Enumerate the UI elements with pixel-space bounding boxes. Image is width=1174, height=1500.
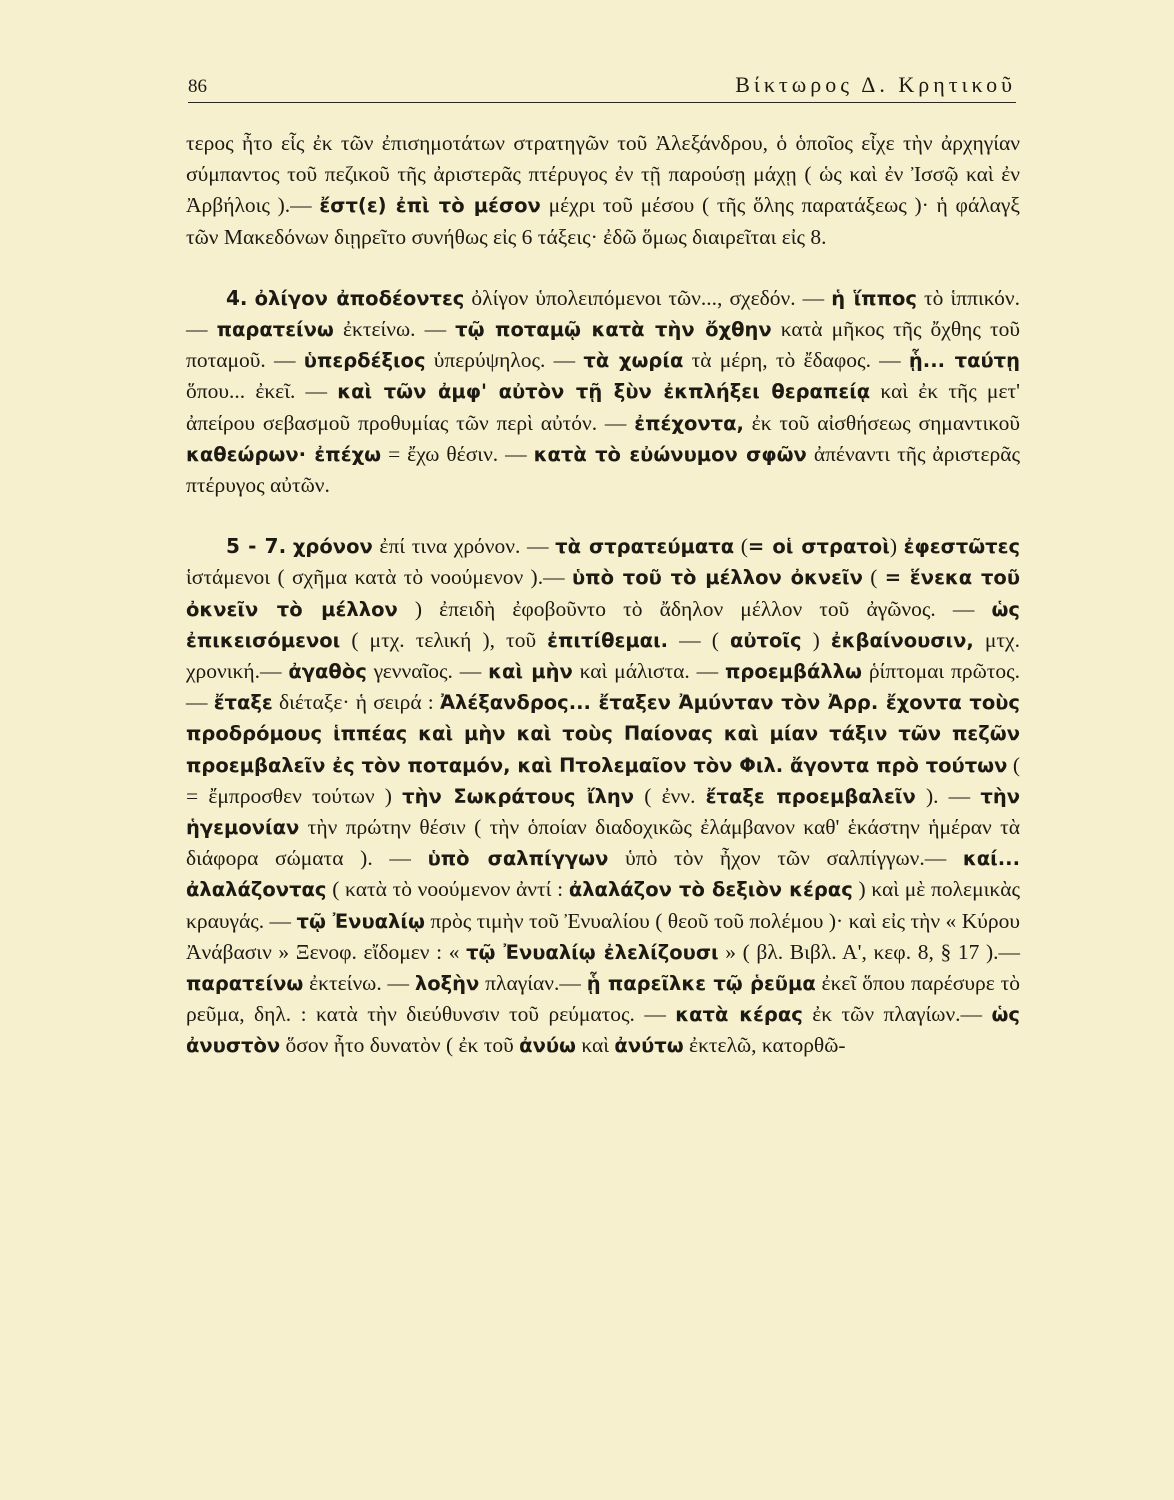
gloss-text: ἐκ τῶν πλαγίων.— (802, 1002, 992, 1027)
lemma-term: ἐφεστῶτες (903, 535, 1021, 559)
lemma-term: ἐπέχοντα, (634, 411, 744, 435)
lemma-term: ἐπιτίθεμαι. (547, 628, 669, 652)
lemma-term: λοξὴν (414, 972, 480, 996)
gloss-text: τερος ἦτο εἷς ἐκ τῶν ἐπισημοτάτων στρατηγῶν τοῦ Ἀλεξάνδρου, ὁ ὁποῖος εἶχε τὴν ἀρχηγίαν σύμπαντος τοῦ πεζικοῦ τῆς ἀριστερᾶς πτέρυγος ἐν τῇ παρούσῃ μάχῃ ( ὡς καὶ ἐν Ἰσσῷ καὶ ἐν Ἀρβήλοις ).— (186, 131, 1020, 218)
gloss-text: ὑπὸ τὸν ἦχον τῶν σαλπίγγων.— (608, 846, 963, 871)
gloss-text: ) (801, 627, 831, 652)
lemma-term: ᾗ παρεῖλκε τῷ ῥεῦμα (586, 972, 816, 996)
gloss-text: καὶ (575, 1033, 615, 1058)
gloss-text: ( μτχ. τελική ), τοῦ (340, 627, 548, 652)
gloss-text: τὰ μέρη, τὸ ἔδαφος. — (683, 348, 909, 373)
lemma-term: παρατείνω (186, 972, 304, 996)
lemma-term: κατὰ τὸ εὐώνυμον σφῶν (533, 442, 807, 466)
gloss-text (286, 534, 293, 558)
gloss-text: — ( (668, 627, 730, 652)
gloss-text: ) (889, 534, 904, 559)
gloss-text: ὅσον ἦτο δυνατὸν ( ἐκ τοῦ (280, 1033, 520, 1058)
gloss-text: ῥίπτομαι πρῶτος. — (186, 659, 1021, 715)
gloss-text: μτχ. χρονική.— (186, 627, 1020, 684)
gloss-text: τὸ ἱππικόν. — (186, 285, 1020, 342)
gloss-text: ). — (915, 783, 981, 808)
gloss-text: ἐκτελῶ, κατορθῶ- (683, 1033, 846, 1058)
gloss-text: ) καὶ μὲ πολεμικὰς κραυγάς. — (186, 877, 1020, 933)
gloss-text: πλαγίαν.— (479, 971, 587, 996)
gloss-text: ( (862, 565, 885, 590)
lemma-term: παρατείνω (216, 318, 334, 342)
gloss-text: ( = ἔμπροσθεν τούτων ) (186, 752, 1020, 808)
lemma-term: τῷ Ἐνυαλίῳ (296, 909, 425, 933)
lemma-term: τὴν ἡγεμονίαν (186, 784, 1020, 840)
gloss-text: ἐπί τινα χρόνον. — (372, 534, 556, 559)
lemma-term: προεμβάλλω (725, 660, 862, 684)
gloss-text: πρὸς τιμὴν τοῦ Ἐνυαλίου ( θεοῦ τοῦ πολέμου )· καὶ εἰς τὴν « Κύρου Ἀνάβασιν » Ξενοφ. εἴδομεν : « (186, 908, 1020, 964)
gloss-text: » ( βλ. Βιβλ. Α', κεφ. 8, § 17 ).— (718, 939, 1020, 964)
note-number: 4. (226, 285, 248, 310)
lemma-term: ὑπὸ τοῦ τὸ μέλλον ὀκνεῖν (571, 566, 863, 590)
lemma-term: καὶ τῶν ἀμφ' αὐτὸν τῇ ξὺν ἐκπλήξει θεραπείᾳ (337, 380, 871, 404)
gloss-text: ἐκτείνω. — (303, 971, 415, 996)
gloss-text: ὑπερύψηλος. — (425, 348, 584, 373)
lemma-term: ὡς ἀνυστὸν (186, 1003, 1020, 1058)
gloss-text: μέχρι τοῦ μέσου ( τῆς ὅλης παρατάξεως )· ἡ φάλαγξ τῶν Μακεδόνων διῃρεῖτο συνήθως εἰς 6 τάξεις· ἐδῶ ὅμως διαιρεῖται εἰς 8. (186, 193, 1020, 249)
paragraph-continuation (186, 128, 1020, 253)
gloss-text: ἐκεῖ ὅπου παρέσυρε τὸ ρεῦμα, δηλ. : κατὰ τὴν διεύθυνσιν τοῦ ρεύματος. — (186, 971, 1020, 1027)
gloss-text: ὅπου... ἐκεῖ. — (186, 379, 338, 404)
gloss-text: γενναῖος. — (366, 659, 489, 684)
lemma-term: ᾗ... ταύτῃ (908, 349, 1021, 373)
lemma-term: τὰ στρατεύματα (555, 535, 735, 559)
gloss-text: καὶ μάλιστα. — (572, 659, 725, 684)
lemma-term: ὑπερδέξιος (303, 349, 426, 373)
page-header (188, 72, 1016, 98)
page-number: 86 (188, 76, 207, 97)
lemma-term: καί... ἀλαλάζοντας (186, 847, 1020, 902)
lemma-term: ἔταξε προεμβαλεῖν (705, 784, 916, 808)
lemma-term: καὶ μὴν (488, 660, 573, 684)
lemma-term: ἀλαλάζον τὸ δεξιὸν κέρας (568, 878, 853, 902)
gloss-text: = ἔχω θέσιν. — (381, 441, 534, 466)
gloss-text: ( (734, 534, 748, 559)
lemma-term: ἡ ἵππος (831, 286, 917, 310)
lemma-term: ἐκβαίνουσιν, (830, 628, 974, 652)
gloss-text: διέταξε· ἡ σειρά : (272, 690, 440, 715)
lemma-term: τὴν Σωκράτους ἴλην (402, 784, 635, 808)
gloss-text: ἐκτείνω. — (333, 317, 456, 342)
lemma-term: αὐτοῖς (729, 628, 802, 652)
gloss-text: ἐκ τοῦ αἰσθήσεως σημαντικοῦ (743, 410, 1021, 435)
gloss-text: τὴν πρώτην θέσιν ( τὴν ὁποίαν διαδοχικῶς ἐλάμβανον καθ' ἑκάστην ἡμέραν τὰ διάφορα σώματα ). — (186, 815, 1020, 871)
lemma-term: τῷ ποταμῷ κατὰ τὴν ὄχθην (455, 318, 772, 342)
lemma-term: = ἕνεκα τοῦ ὀκνεῖν τὸ μέλλον (186, 566, 1020, 621)
paragraph-note-4 (186, 283, 1020, 501)
lemma-term: κατὰ κέρας (675, 1003, 803, 1027)
gloss-text (248, 286, 255, 310)
lemma-term: τῷ Ἐνυαλίῳ ἐλελίζουσι (466, 940, 719, 964)
lemma-term: Ἀλέξανδρος... ἔταξεν Ἀμύνταν τὸν Ἀρρ. ἔχοντα τοὺς προδρόμους ἱππέας καὶ μὴν καὶ τοὺς Παίονας καὶ μίαν τάξιν τῶν πεζῶν προεμβαλεῖν ἐς τὸν ποταμόν, καὶ Πτολεμαῖον τὸν Φιλ. ἄγοντα πρὸ τούτων (186, 691, 1020, 777)
running-title: Βίκτωρος Δ. Κρητικοῦ (735, 72, 1016, 97)
lemma-term: χρόνον (292, 535, 373, 559)
lemma-term: ὑπὸ σαλπίγγων (427, 847, 609, 871)
lemma-term: = οἱ στρατοὶ (747, 535, 890, 559)
note-number: 5 - 7. (226, 534, 287, 559)
lemma-term: ἀνύω (519, 1034, 576, 1058)
lemma-term: ἔστ(ε) ἐπὶ τὸ μέσον (319, 194, 541, 218)
lemma-term: ἀγαθὸς (288, 660, 367, 684)
lemma-term: ἔταξε (213, 691, 273, 715)
header-rule (188, 102, 1016, 103)
gloss-text: ὀλίγον ὑπολειπόμενοι τῶν..., σχεδόν. — (464, 285, 832, 310)
lemma-term: ἀνύτω (614, 1034, 684, 1058)
lemma-term: καθεώρων· ἐπέχω (186, 442, 382, 466)
gloss-text: ἀπέναντι τῆς ἀριστερᾶς πτέρυγος αὐτῶν. (186, 441, 1020, 498)
lemma-term: τὰ χωρία (583, 349, 684, 373)
lemma-term: ὡς ἐπικεισόμενοι (186, 597, 1020, 652)
gloss-text: κατὰ μῆκος τῆς ὄχθης τοῦ ποταμοῦ. — (186, 317, 1020, 373)
gloss-text: ἱστάμενοι ( σχῆμα κατὰ τὸ νοούμενον ).— (186, 565, 572, 590)
gloss-text: ( ἐνν. (634, 783, 706, 808)
lemma-term: ὀλίγον ἀποδέοντες (254, 286, 465, 310)
commentary-text (186, 128, 1020, 1062)
gloss-text: καὶ ἐκ τῆς μετ' ἀπείρου σεβασμοῦ προθυμίας τῶν περὶ αὐτόν. — (186, 379, 1020, 435)
gloss-text: ) ἐπειδὴ ἐφοβοῦντο τὸ ἄδηλον μέλλον τοῦ ἀγῶνος. — (397, 596, 992, 621)
gloss-text: ( κατὰ τὸ νοούμενον ἀντί : (326, 877, 569, 902)
paragraph-note-5-7 (186, 531, 1020, 1061)
